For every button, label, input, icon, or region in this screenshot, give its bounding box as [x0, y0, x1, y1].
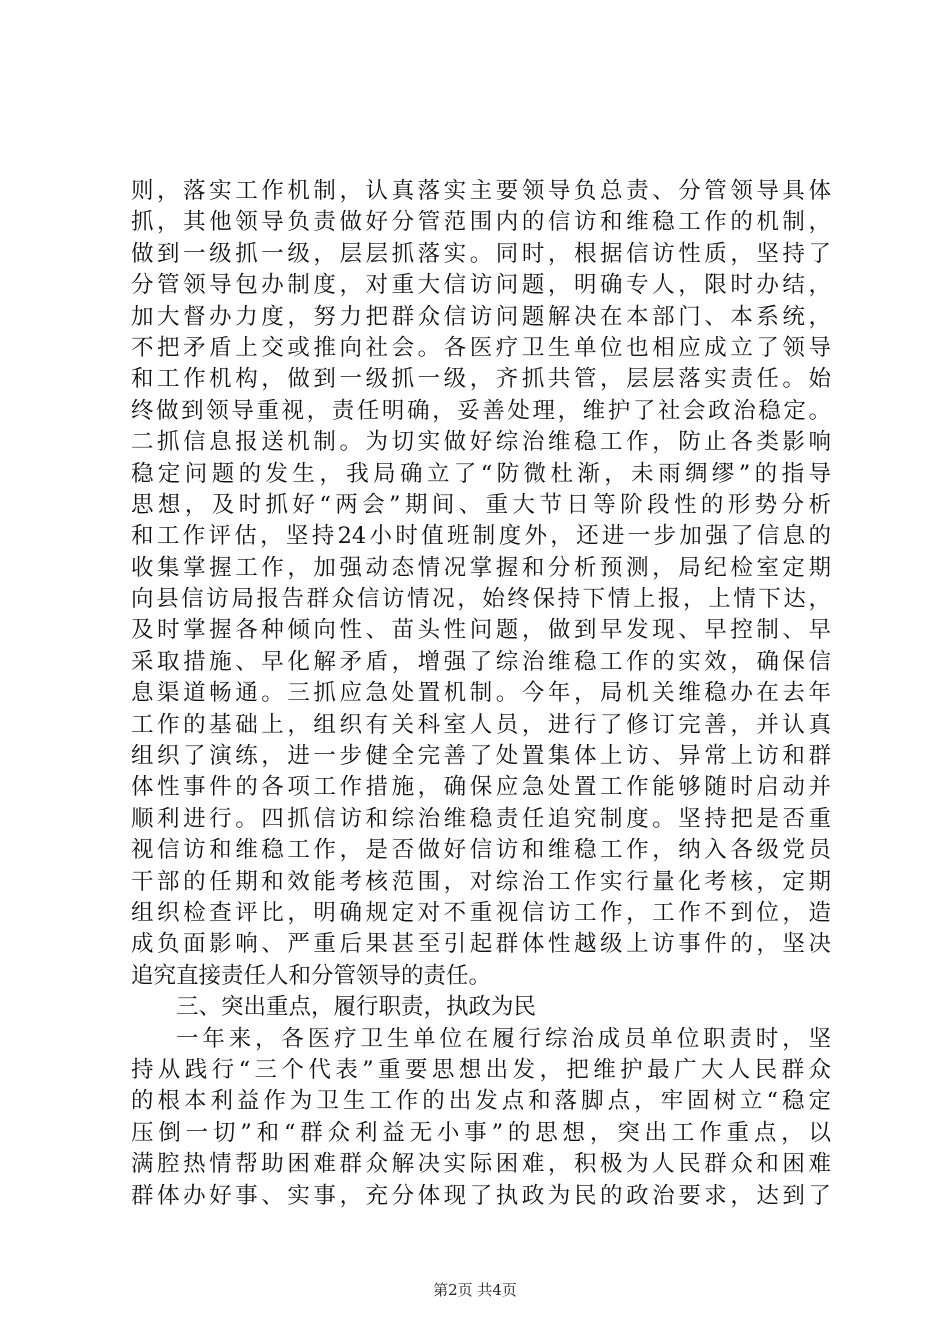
- body-line: 收集掌握工作，加强动态情况掌握和分析预测，局纪检室定期: [131, 554, 831, 581]
- body-line: 视信访和维稳工作，是否做好信访和维稳工作，纳入各级党员: [131, 837, 831, 864]
- body-line: 终做到领导重视，责任明确，妥善处理，维护了社会政治稳定。: [131, 397, 831, 424]
- body-line: 干部的任期和效能考核范围，对综治工作实行量化考核，定期: [131, 868, 831, 895]
- section-heading: 三、突出重点，履行职责，执政为民: [176, 994, 537, 1021]
- body-line: 工作的基础上，组织有关科室人员，进行了修订完善，并认真: [131, 711, 831, 738]
- body-line: 加大督办力度，努力把群众信访问题解决在本部门、本系统，: [131, 303, 831, 330]
- body-line: 采取措施、早化解矛盾，增强了综治维稳工作的实效，确保信: [131, 648, 831, 675]
- body-line: 抓，其他领导负责做好分管范围内的信访和维稳工作的机制，: [131, 209, 831, 236]
- section-line: 满腔热情帮助困难群众解决实际困难，积极为人民群众和困难: [131, 1151, 831, 1178]
- body-line: 体性事件的各项工作措施，确保应急处置工作能够随时启动并: [131, 774, 831, 801]
- body-line: 思想，及时抓好“两会”期间、重大节日等阶段性的形势分析: [131, 491, 831, 518]
- body-line: 向县信访局报告群众信访情况，始终保持下情上报，上情下达，: [131, 586, 831, 613]
- body-line: 则，落实工作机制，认真落实主要领导负总责、分管领导具体: [131, 178, 831, 204]
- page-number-footer: 第2页 共4页: [433, 1281, 517, 1299]
- body-line: 分管领导包办制度，对重大信访问题，明确专人，限时办结，: [131, 272, 831, 299]
- body-line: 顺利进行。四抓信访和综治维稳责任追究制度。坚持把是否重: [131, 805, 831, 832]
- body-line: 成负面影响、严重后果甚至引起群体性越级上访事件的，坚决: [131, 931, 831, 958]
- body-line: 追究直接责任人和分管领导的责任。: [131, 962, 492, 989]
- body-line: 不把矛盾上交或推向社会。各医疗卫生单位也相应成立了领导: [131, 334, 831, 361]
- section-line: 群体办好事、实事，充分体现了执政为民的政治要求，达到了: [131, 1182, 831, 1209]
- body-line: 组织检查评比，明确规定对不重视信访工作，工作不到位，造: [131, 899, 831, 926]
- body-line: 做到一级抓一级，层层抓落实。同时，根据信访性质，坚持了: [131, 240, 831, 267]
- section-line: 一年来，各医疗卫生单位在履行综治成员单位职责时，坚: [176, 1025, 831, 1052]
- body-line: 二抓信息报送机制。为切实做好综治维稳工作，防止各类影响: [131, 429, 831, 456]
- body-line: 息渠道畅通。三抓应急处置机制。今年，局机关维稳办在去年: [131, 680, 831, 707]
- body-line: 组织了演练，进一步健全完善了处置集体上访、异常上访和群: [131, 743, 831, 770]
- body-line: 和工作评估，坚持24小时值班制度外，还进一步加强了信息的: [131, 523, 831, 550]
- body-line: 及时掌握各种倾向性、苗头性问题，做到早发现、早控制、早: [131, 617, 831, 644]
- section-line: 的根本利益作为卫生工作的出发点和落脚点，牢固树立“稳定: [131, 1088, 831, 1115]
- body-line: 稳定问题的发生，我局确立了“防微杜渐，未雨绸缪”的指导: [131, 460, 831, 487]
- section-line: 压倒一切”和“群众利益无小事”的思想，突出工作重点，以: [131, 1119, 831, 1146]
- document-body: [131, 176, 831, 1212]
- section-line: 持从践行“三个代表”重要思想出发，把维护最广大人民群众: [131, 1056, 831, 1083]
- body-line: 和工作机构，做到一级抓一级，齐抓共管，层层落实责任。始: [131, 366, 831, 393]
